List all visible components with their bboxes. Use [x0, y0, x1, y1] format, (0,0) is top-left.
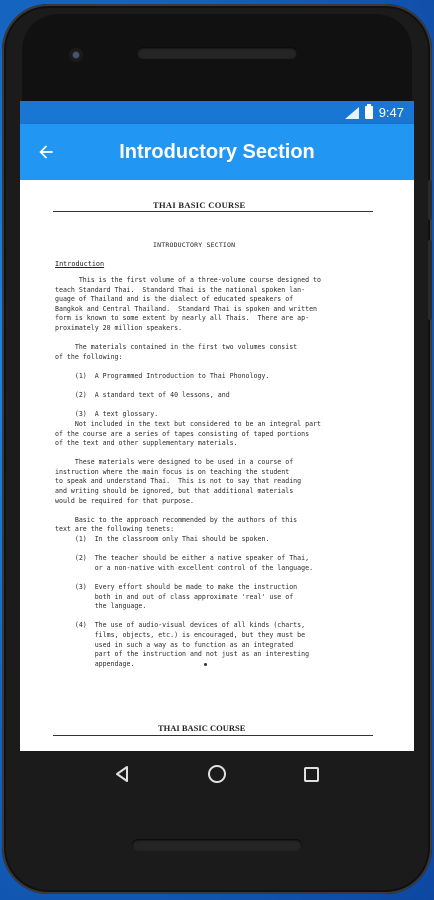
page-title: Introductory Section — [119, 140, 315, 163]
status-time: 9:47 — [378, 105, 404, 120]
volume-button — [428, 240, 432, 320]
page-dot — [204, 663, 207, 666]
bottom-speaker — [132, 839, 302, 851]
nav-home-button[interactable] — [202, 759, 232, 789]
header-rule — [53, 211, 373, 212]
running-head: THAI BASIC COURSE — [153, 200, 246, 210]
footer-running-head: THAI BASIC COURSE — [158, 723, 246, 733]
battery-icon — [365, 106, 373, 119]
back-button[interactable] — [20, 124, 72, 180]
arrow-back-icon — [36, 142, 56, 162]
nav-recents-button[interactable] — [297, 759, 327, 789]
nav-back-icon — [113, 765, 131, 783]
screen — [20, 101, 414, 751]
front-camera — [69, 48, 83, 62]
signal-icon — [345, 107, 359, 119]
footer-rule — [53, 735, 373, 736]
nav-recents-icon — [303, 766, 320, 783]
status-bar — [20, 101, 414, 124]
section-title: INTRODUCTORY SECTION — [153, 241, 236, 249]
document-page[interactable] — [20, 180, 414, 751]
power-button — [428, 180, 432, 220]
intro-heading: Introduction — [55, 260, 105, 268]
document-body: This is the first volume of a three-volume course designed to teach Standard Thai. Standard Thai is the national spoken lan- guage of Thailand and is the dialect of educated speakers of Bangkok and Central Thailand. Standard Thai is spoken and written form is known to some extent by nearly all Thais. There are ap- proximately 20 million speakers. The materials contained in the first two volumes consist of the following: (1) A Programmed Introduction to Thai Phonology. (2) A standard text of 40 lessons, and (3) A text glossary. Not included in the text but considered to be an integral part of the course are a series of tapes consisting of taped portions of the text and other supplementary materials. These materials were designed to be used in a course of instruction where the main focus is on teaching the student to speak and understand Thai. This is not to say that reading and writing should be ignored, but that additional materials would be required for that purpose. Basic to the approach recommended by the authors of this text are the following tenets: (1) In the classroom only Thai should be spoken. (2) The teacher should be either a native speaker of Thai, or a non-native with excellent control of the language. (3) Every effort should be made to make the instruction both in and out of class approximate 'real' use of the language. (4) The use of audio-visual devices of all kinds (charts, films, objects, etc.) is encouraged, but they must be used in such a way as to function as an integrated part of the instruction and not just as an interesting appendage. — [55, 276, 321, 668]
nav-back-button[interactable] — [107, 759, 137, 789]
earpiece-speaker — [137, 47, 297, 59]
app-bar — [20, 124, 414, 180]
nav-home-icon — [207, 764, 227, 784]
navigation-bar — [20, 751, 414, 797]
